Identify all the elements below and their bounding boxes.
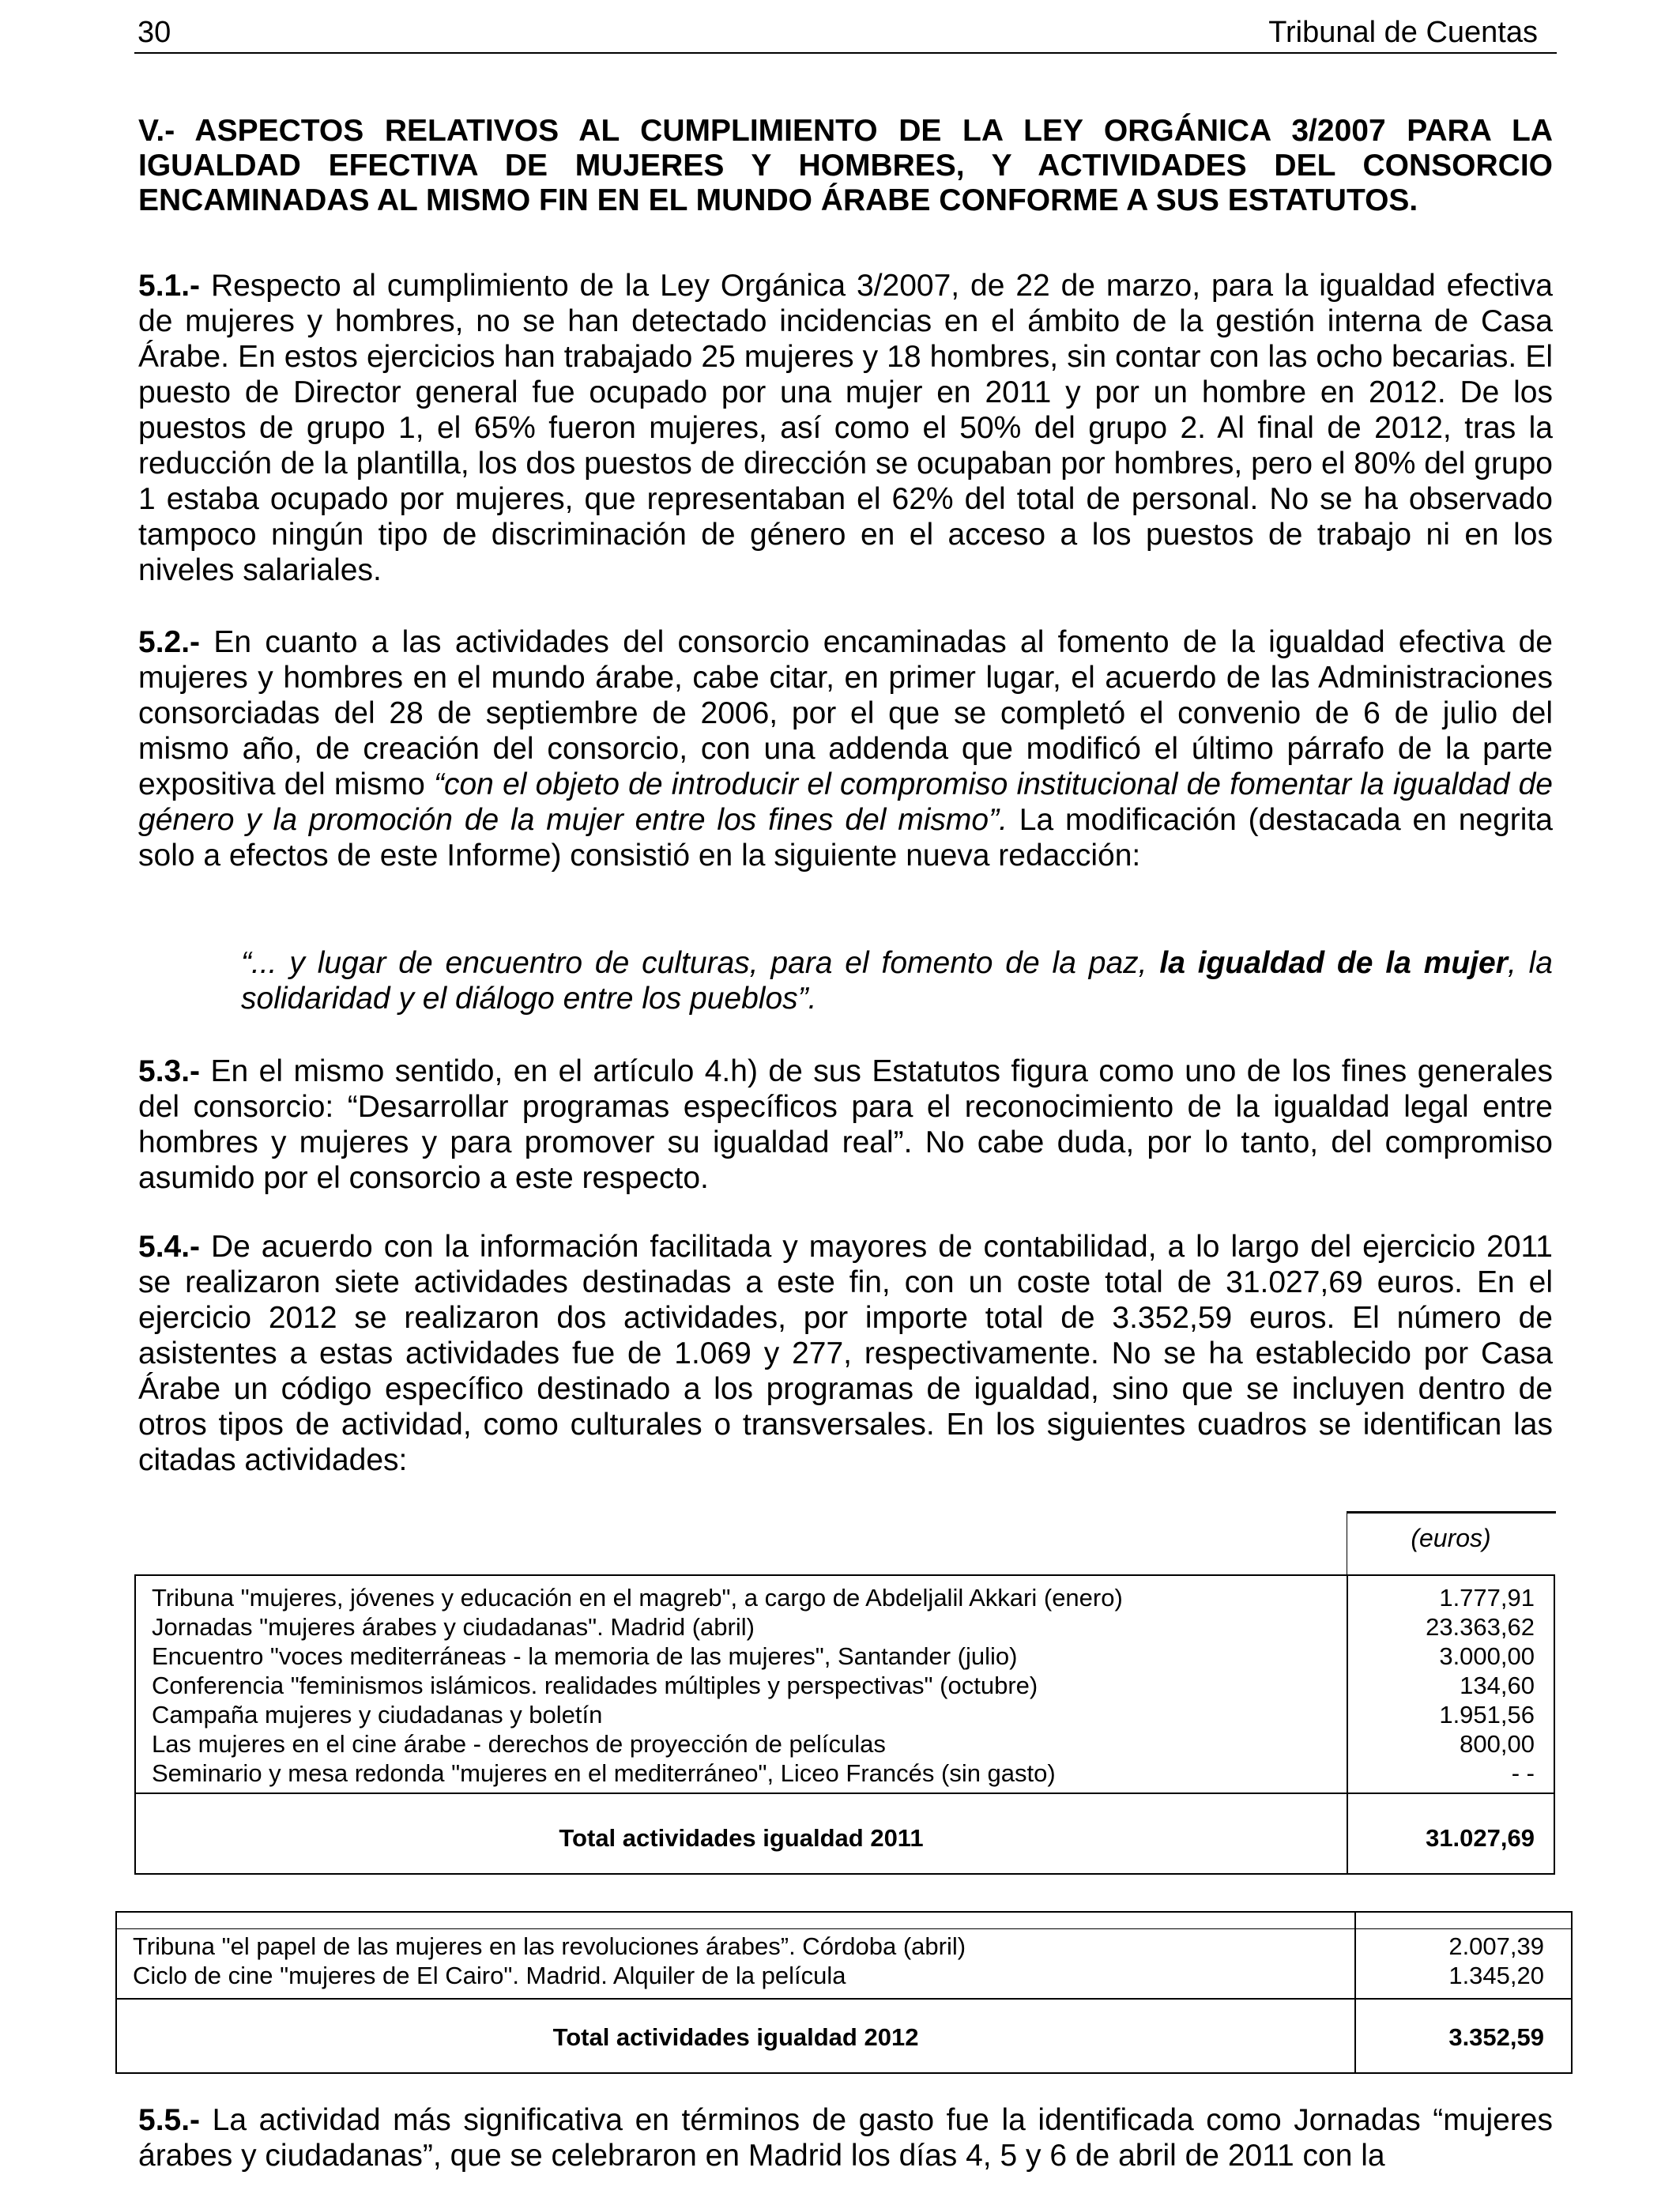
paragraph-5-5	[138, 2102, 1553, 2173]
row-label: Ciclo de cine "mujeres de El Cairo". Madrid. Alquiler de la película	[133, 1962, 846, 1989]
row-label: Seminario y mesa redonda "mujeres en el mediterráneo", Liceo Francés (sin gasto)	[152, 1759, 1056, 1787]
paragraph-5-4	[138, 1229, 1553, 1478]
paragraph-number: 5.5.-	[138, 2103, 201, 2137]
paragraph-5-1	[138, 268, 1553, 588]
quote-bold-text: la igualdad de la mujer	[1159, 946, 1508, 980]
unit-label: (euros)	[1411, 1524, 1491, 1552]
row-value	[1361, 1961, 1544, 1990]
row-value	[1353, 1583, 1535, 1612]
paragraph-italic-text: “con el objeto de introducir el compromiso institucional de fomentar la igualdad de género y la promoción de la mujer entre los fines del mismo”.	[138, 767, 1553, 837]
paragraph-number: 5.3.-	[138, 1054, 201, 1088]
paragraph-text: En cuanto a las actividades del consorcio encaminadas al fomento de la igualdad efectiva de mujeres y hombres en el mundo árabe, cabe citar, en primer lugar, el acuerdo de las Administraciones consorciadas del 28 de septiembre de 2006, por el que se completó el convenio de 6 de julio del mismo año, de creación del consorcio, con una addenda que modificó el último párrafo de la parte expositiva del mismo	[138, 625, 1553, 801]
paragraph-5-2	[138, 624, 1553, 873]
paragraph-text-continued: La modificación (destacada en negrita solo a efectos de este Informe) consistió en la siguiente nueva redacción:	[138, 803, 1553, 873]
row-value	[1353, 1759, 1535, 1788]
row-value	[1361, 1932, 1544, 1961]
value-cell: 2.007,39	[1448, 1932, 1544, 1960]
quote-text-continued: , la solidaridad y el diálogo entre los pueblos”.	[241, 946, 1553, 1016]
total-value: 3.352,59	[1448, 2023, 1544, 2051]
row-value	[1353, 1729, 1535, 1759]
paragraph-5-3	[138, 1054, 1553, 1196]
value-cell: 1.951,56	[1439, 1701, 1535, 1728]
row-label: Tribuna "mujeres, jóvenes y educación en el magreb", a cargo de Abdeljalil Akkari (enero)	[152, 1584, 1123, 1612]
row-value	[1353, 1642, 1535, 1671]
paragraph-number: 5.1.-	[138, 269, 201, 303]
row-value	[1353, 1671, 1535, 1700]
page-number: 30	[137, 16, 171, 49]
table-activities-2012	[115, 1911, 1573, 2074]
value-cell: - -	[1511, 1759, 1535, 1787]
row-label: Campaña mujeres y ciudadanas y boletín	[152, 1701, 603, 1728]
value-cell: 1.345,20	[1448, 1962, 1544, 1989]
total-value: 31.027,69	[1426, 1824, 1535, 1852]
row-label: Encuentro "voces mediterráneas - la memoria de las mujeres", Santander (julio)	[152, 1642, 1018, 1670]
column-divider	[1354, 1913, 1356, 2072]
row-value	[1353, 1612, 1535, 1642]
quoted-text	[241, 945, 1553, 1016]
header-title: Tribunal de Cuentas	[1268, 16, 1538, 49]
paragraph-text: En el mismo sentido, en el artículo 4.h) de sus Estatutos figura como uno de los fines generales del consorcio: “Desarrollar programas específicos para el reconocimiento de la igualdad legal entre hombres y mujeres y para promover su igualdad real”. No cabe duda, por lo tanto, del compromiso asumido por el consorcio a este respecto.	[138, 1054, 1553, 1195]
quote-text: “... y lugar de encuentro de culturas, para el fomento de la paz,	[241, 946, 1160, 980]
value-cell: 800,00	[1460, 1730, 1535, 1758]
header-divider	[117, 1928, 1571, 1929]
value-cell: 1.777,91	[1439, 1584, 1535, 1612]
paragraph-number: 5.4.-	[138, 1230, 201, 1264]
row-label: Conferencia "feminismos islámicos. realidades múltiples y perspectivas" (octubre)	[152, 1672, 1038, 1699]
paragraph-number: 5.2.-	[138, 625, 201, 659]
row-label: Tribuna "el papel de las mujeres en las revoluciones árabes”. Córdoba (abril)	[133, 1932, 966, 1960]
column-divider	[1347, 1576, 1348, 1873]
paragraph-text: La actividad más significativa en términos de gasto fue la identificada como Jornadas “mujeres árabes y ciudadanas”, que se celebraron en Madrid los días 4, 5 y 6 de abril de 2011 con la	[138, 2103, 1553, 2173]
row-label: Las mujeres en el cine árabe - derechos de proyección de películas	[152, 1730, 886, 1758]
value-cell: 3.000,00	[1439, 1642, 1535, 1670]
total-label: Total actividades igualdad 2011	[559, 1824, 924, 1852]
value-cell: 134,60	[1460, 1672, 1535, 1699]
table-activities-2011	[134, 1574, 1555, 1875]
paragraph-text: De acuerdo con la información facilitada y mayores de contabilidad, a lo largo del ejercicio 2011 se realizaron siete actividades destinadas a este fin, con un coste total de 31.027,69 euros. En el ejercicio 2012 se realizaron dos actividades, por importe total de 3.352,59 euros. El número de asistentes a estas actividades fue de 1.069 y 277, respectivamente. No se ha establecido por Casa Árabe un código específico destinado a los programas de igualdad, sino que se incluyen dentro de otros tipos de actividad, como culturales o transversales. En los siguientes cuadros se identifican las citadas actividades:	[138, 1230, 1553, 1477]
page-header	[134, 14, 1557, 54]
value-cell: 23.363,62	[1426, 1613, 1535, 1641]
row-value	[1353, 1700, 1535, 1729]
paragraph-text: Respecto al cumplimiento de la Ley Orgánica 3/2007, de 22 de marzo, para la igualdad efectiva de mujeres y hombres, no se han detectado incidencias en el ámbito de la gestión interna de Casa Árabe. En estos ejercicios han trabajado 25 mujeres y 18 hombres, sin contar con las ocho becarias. El puesto de Director general fue ocupado por una mujer en 2011 y por un hombre en 2012. De los puestos de grupo 1, el 65% fueron mujeres, así como el 50% del grupo 2. Al final de 2012, tras la reducción de la plantilla, los dos puestos de dirección se ocupaban por hombres, pero el 80% del grupo 1 estaba ocupado por mujeres, que representaban el 62% del total de personal. No se ha observado tampoco ningún tipo de discriminación de género en el acceso a los puestos de trabajo ni en los niveles salariales.	[138, 269, 1553, 587]
section-heading: V.- ASPECTOS RELATIVOS AL CUMPLIMIENTO DE LA LEY ORGÁNICA 3/2007 PARA LA IGUALDAD EFECTIVA DE MUJERES Y HOMBRES, Y ACTIVIDADES DEL CONSORCIO ENCAMINADAS AL MISMO FIN EN EL MUNDO ÁRABE CONFORME A SUS ESTATUTOS.	[138, 114, 1553, 217]
total-divider	[117, 1998, 1571, 2000]
total-label: Total actividades igualdad 2012	[552, 2023, 919, 2051]
total-divider	[136, 1793, 1554, 1794]
row-label: Jornadas "mujeres árabes y ciudadanas". Madrid (abril)	[152, 1613, 755, 1641]
